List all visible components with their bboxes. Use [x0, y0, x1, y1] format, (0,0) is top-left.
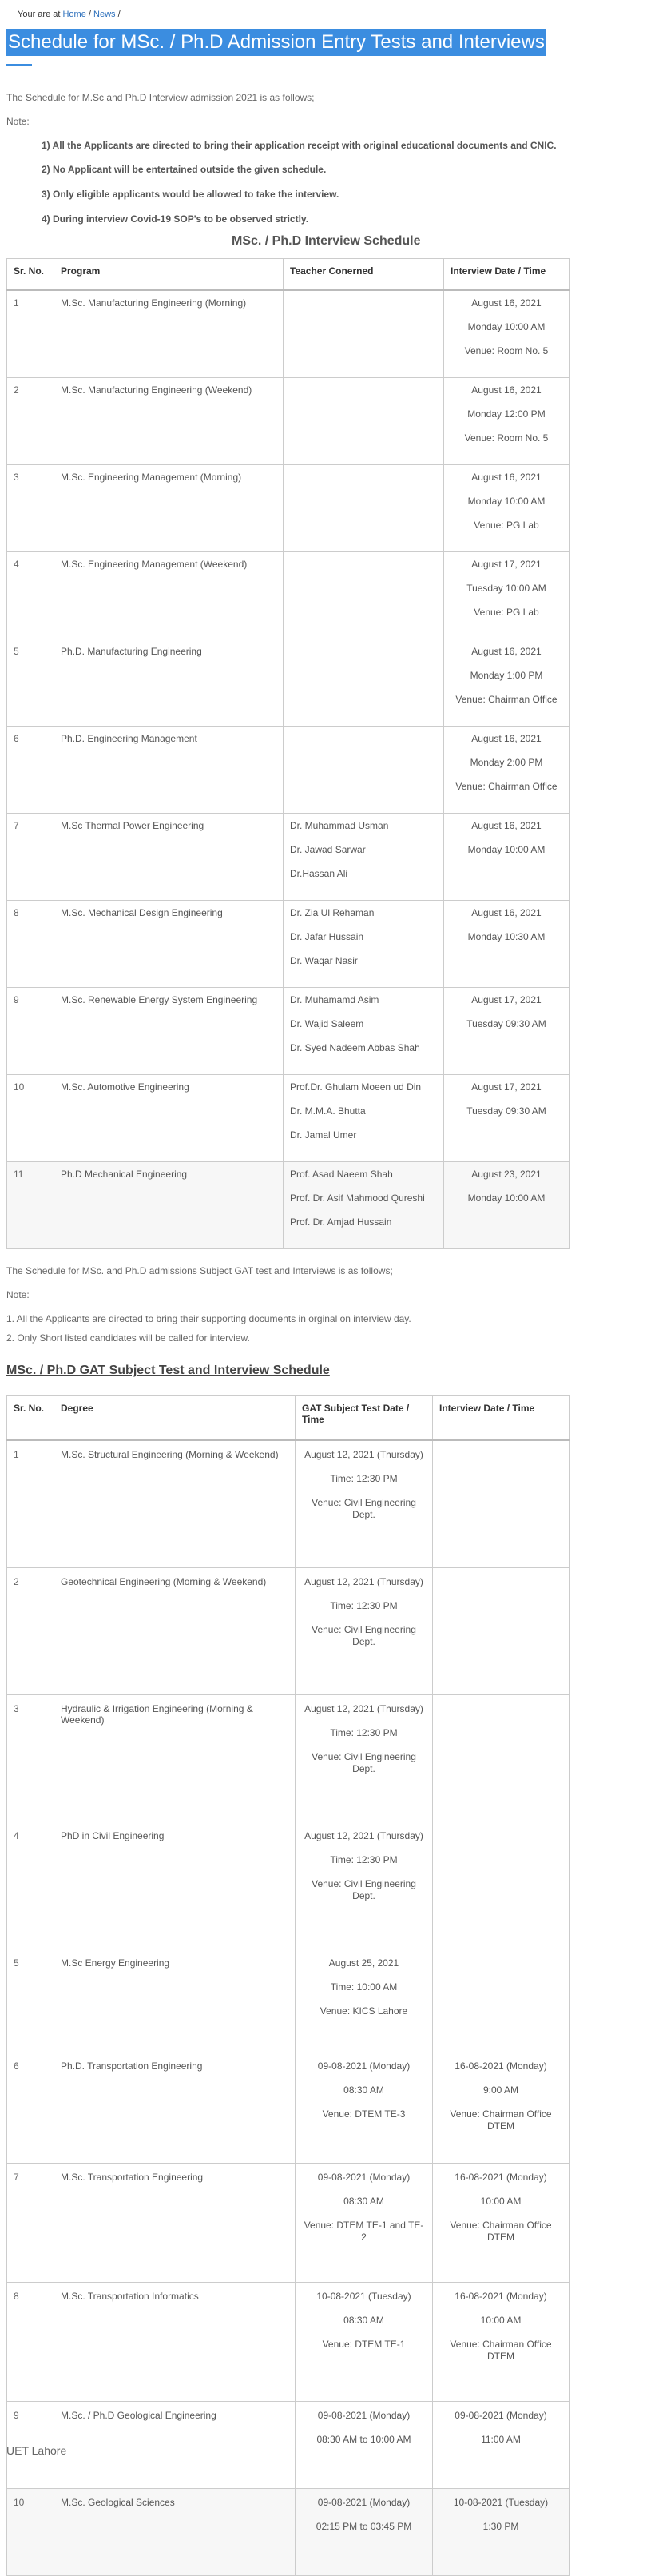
cell-line: 09-08-2021 (Monday): [317, 2172, 411, 2183]
cell-sr-no: 10: [7, 2489, 54, 2576]
breadcrumb: [18, 10, 121, 19]
cell-program: Ph.D. Engineering Management: [54, 727, 284, 814]
cell-line: Monday 10:00 AM: [467, 844, 546, 855]
cell-sr-no: 3: [7, 465, 54, 552]
cell-teachers: [284, 465, 444, 552]
cell-line: Monday 2:00 PM: [470, 757, 543, 768]
cell-line: 08:30 AM: [343, 2315, 384, 2326]
cell-program: M.Sc. Manufacturing Engineering (Morning): [54, 290, 284, 378]
cell-line: Venue: Chairman Office: [455, 694, 558, 705]
cell-program: M.Sc. Manufacturing Engineering (Weekend): [54, 378, 284, 465]
cell-line: Venue: DTEM TE-3: [322, 2108, 406, 2120]
cell-sr-no: 1: [7, 290, 54, 378]
note-label: Note:: [6, 116, 30, 127]
cell-line: August 12, 2021 (Thursday): [304, 1703, 423, 1714]
cell-line: 09-08-2021 (Monday): [455, 2410, 547, 2421]
plain-note-1: 1. All the Applicants are directed to bring their supporting documents in orginal on interview day.: [6, 1313, 411, 1324]
cell-sr-no: 5: [7, 639, 54, 727]
table-row: [7, 465, 570, 552]
cell-teachers: [284, 901, 444, 988]
breadcrumb-separator: /: [88, 10, 91, 19]
cell-line: Venue: Civil Engineering Dept.: [312, 1751, 416, 1774]
cell-degree: M.Sc. / Ph.D Geological Engineering: [54, 2402, 296, 2489]
cell-program: M.Sc. Engineering Management (Morning): [54, 465, 284, 552]
cell-interview-date: [433, 1695, 570, 1822]
cell-line: 10-08-2021 (Tuesday): [316, 2291, 411, 2302]
header-sr-no: Sr. No.: [7, 1396, 54, 1441]
cell-line: Dr. Jafar Hussain: [290, 931, 364, 942]
cell-line: Monday 10:30 AM: [467, 931, 546, 942]
cell-line: August 12, 2021 (Thursday): [304, 1449, 423, 1460]
cell-line: August 16, 2021: [471, 820, 542, 831]
table-row: [7, 814, 570, 901]
header-degree: Degree: [54, 1396, 296, 1441]
table-header-row: [7, 1396, 570, 1441]
cell-program: Ph.D. Manufacturing Engineering: [54, 639, 284, 727]
cell-sr-no: 4: [7, 552, 54, 639]
cell-line: Monday 10:00 AM: [467, 496, 546, 507]
cell-line: 10:00 AM: [480, 2315, 522, 2326]
cell-gat-date: [296, 2164, 433, 2283]
gat-schedule-table: [6, 1395, 570, 2576]
cell-line: Dr. Muhammad Usman: [290, 820, 389, 831]
cell-teachers: [284, 639, 444, 727]
cell-teachers: [284, 988, 444, 1075]
cell-line: 9:00 AM: [482, 2084, 519, 2096]
table-row: [7, 2052, 570, 2164]
cell-line: Dr. Jawad Sarwar: [290, 844, 366, 855]
cell-degree: Geotechnical Engineering (Morning & Weekend): [54, 1568, 296, 1695]
cell-interview-date: [433, 2283, 570, 2402]
cell-interview-date: [433, 2164, 570, 2283]
cell-line: Venue: DTEM TE-1: [322, 2339, 406, 2350]
cell-line: Dr. Jamal Umer: [290, 1129, 357, 1141]
cell-line: 08:30 AM: [343, 2196, 384, 2207]
header-program: Program: [54, 259, 284, 291]
cell-sr-no: 3: [7, 1695, 54, 1822]
bold-note-3: 3) Only eligible applicants would be allowed to take the interview.: [42, 189, 339, 200]
table-row: [7, 1075, 570, 1162]
cell-line: August 17, 2021: [471, 994, 542, 1005]
header-interview-date: Interview Date / Time: [433, 1396, 570, 1441]
cell-degree: M.Sc. Structural Engineering (Morning & Weekend): [54, 1440, 296, 1568]
cell-interview-date: [444, 552, 570, 639]
cell-teachers: [284, 727, 444, 814]
cell-sr-no: 8: [7, 2283, 54, 2402]
table-row: [7, 1440, 570, 1568]
cell-line: August 17, 2021: [471, 559, 542, 570]
cell-line: August 12, 2021 (Thursday): [304, 1576, 423, 1587]
cell-sr-no: 8: [7, 901, 54, 988]
cell-interview-date: [433, 2489, 570, 2576]
cell-interview-date: [433, 1949, 570, 2052]
cell-degree: M.Sc. Geological Sciences: [54, 2489, 296, 2576]
cell-interview-date: [444, 814, 570, 901]
gat-schedule-heading: MSc. / Ph.D GAT Subject Test and Interview Schedule: [6, 1364, 330, 1377]
cell-interview-date: [444, 1162, 570, 1249]
cell-line: Prof.Dr. Ghulam Moeen ud Din: [290, 1081, 422, 1093]
cell-line: 09-08-2021 (Monday): [317, 2060, 411, 2072]
cell-line: Venue: Chairman Office: [455, 781, 558, 792]
cell-teachers: [284, 814, 444, 901]
cell-line: 16-08-2021 (Monday): [455, 2172, 547, 2183]
cell-program: M.Sc. Mechanical Design Engineering: [54, 901, 284, 988]
cell-sr-no: 11: [7, 1162, 54, 1249]
interview-schedule-heading: MSc. / Ph.D Interview Schedule: [232, 234, 421, 248]
cell-line: August 23, 2021: [471, 1169, 542, 1180]
cell-interview-date: [433, 1440, 570, 1568]
cell-line: August 17, 2021: [471, 1081, 542, 1093]
cell-line: August 25, 2021: [328, 1957, 399, 1969]
cell-line: Venue: PG Lab: [474, 607, 539, 618]
intro-text: The Schedule for M.Sc and Ph.D Interview admission 2021 is as follows;: [6, 92, 315, 103]
cell-interview-date: [433, 2052, 570, 2164]
cell-gat-date: [296, 1949, 433, 2052]
cell-degree: M.Sc. Transportation Informatics: [54, 2283, 296, 2402]
header-sr-no: Sr. No.: [7, 259, 54, 291]
table-row: [7, 727, 570, 814]
plain-note-2: 2. Only Short listed candidates will be called for interview.: [6, 1332, 250, 1344]
table-header-row: [7, 259, 570, 291]
page-title: Schedule for MSc. / Ph.D Admission Entry Tests and Interviews: [6, 29, 546, 56]
table-row: [7, 2402, 570, 2489]
cell-line: 16-08-2021 (Monday): [455, 2291, 547, 2302]
cell-gat-date: [296, 2283, 433, 2402]
cell-line: Monday 10:00 AM: [467, 1192, 546, 1204]
cell-degree: M.Sc. Transportation Engineering: [54, 2164, 296, 2283]
cell-line: Venue: PG Lab: [474, 520, 539, 531]
cell-interview-date: [444, 901, 570, 988]
cell-sr-no: 6: [7, 2052, 54, 2164]
cell-line: Venue: Chairman Office DTEM: [450, 2339, 552, 2362]
cell-line: Venue: Civil Engineering Dept.: [312, 1878, 416, 1901]
cell-gat-date: [296, 2402, 433, 2489]
table-row: [7, 1162, 570, 1249]
intro-text-2: The Schedule for MSc. and Ph.D admissions Subject GAT test and Interviews is as follows;: [6, 1265, 393, 1276]
cell-line: Venue: Chairman Office DTEM: [450, 2108, 552, 2132]
cell-gat-date: [296, 1440, 433, 1568]
cell-interview-date: [444, 378, 570, 465]
cell-program: M.Sc. Automotive Engineering: [54, 1075, 284, 1162]
cell-sr-no: 5: [7, 1949, 54, 2052]
table-row: [7, 1822, 570, 1949]
cell-line: August 12, 2021 (Thursday): [304, 1830, 423, 1841]
header-interview-date: Interview Date / Time: [444, 259, 570, 291]
breadcrumb-prefix: Your are at: [18, 10, 61, 19]
cell-line: 08:30 AM to 10:00 AM: [316, 2434, 411, 2445]
cell-line: Venue: Civil Engineering Dept.: [312, 1624, 416, 1647]
bold-note-2: 2) No Applicant will be entertained outside the given schedule.: [42, 164, 327, 175]
cell-line: Venue: Room No. 5: [464, 345, 549, 356]
cell-line: 02:15 PM to 03:45 PM: [316, 2521, 412, 2532]
cell-line: Venue: Room No. 5: [464, 432, 549, 444]
cell-line: Time: 12:30 PM: [330, 1473, 398, 1484]
cell-sr-no: 7: [7, 814, 54, 901]
table-row: [7, 552, 570, 639]
cell-line: Dr. Zia Ul Rehaman: [290, 907, 375, 918]
cell-line: Monday 10:00 AM: [467, 321, 546, 332]
cell-line: August 16, 2021: [471, 646, 542, 657]
table-row: [7, 639, 570, 727]
cell-sr-no: 4: [7, 1822, 54, 1949]
table-row: [7, 1568, 570, 1695]
table-row: [7, 2164, 570, 2283]
cell-gat-date: [296, 1568, 433, 1695]
cell-line: Dr. Wajid Saleem: [290, 1018, 364, 1029]
cell-line: Dr. Muhamamd Asim: [290, 994, 379, 1005]
footer-text: UET Lahore: [6, 2444, 67, 2457]
cell-line: August 16, 2021: [471, 472, 542, 483]
cell-program: M.Sc. Engineering Management (Weekend): [54, 552, 284, 639]
table-row: [7, 1949, 570, 2052]
cell-line: Venue: DTEM TE-1 and TE-2: [304, 2220, 424, 2243]
cell-sr-no: 2: [7, 1568, 54, 1695]
cell-degree: Ph.D. Transportation Engineering: [54, 2052, 296, 2164]
table-row: [7, 2283, 570, 2402]
cell-gat-date: [296, 2052, 433, 2164]
cell-program: M.Sc. Renewable Energy System Engineering: [54, 988, 284, 1075]
cell-teachers: [284, 1162, 444, 1249]
cell-interview-date: [433, 1568, 570, 1695]
cell-line: 09-08-2021 (Monday): [317, 2410, 411, 2421]
cell-teachers: [284, 290, 444, 378]
cell-teachers: [284, 552, 444, 639]
cell-interview-date: [444, 290, 570, 378]
cell-interview-date: [444, 1075, 570, 1162]
cell-line: August 16, 2021: [471, 733, 542, 744]
cell-teachers: [284, 378, 444, 465]
table-row: [7, 901, 570, 988]
cell-interview-date: [444, 465, 570, 552]
cell-degree: M.Sc Energy Engineering: [54, 1949, 296, 2052]
cell-interview-date: [433, 1822, 570, 1949]
cell-line: Monday 12:00 PM: [467, 408, 546, 420]
cell-sr-no: 9: [7, 988, 54, 1075]
header-gat-date: GAT Subject Test Date / Time: [296, 1396, 433, 1441]
cell-sr-no: 9: [7, 2402, 54, 2489]
table-row: [7, 1695, 570, 1822]
cell-sr-no: 6: [7, 727, 54, 814]
cell-gat-date: [296, 1822, 433, 1949]
cell-line: Tuesday 10:00 AM: [466, 583, 546, 594]
cell-teachers: [284, 1075, 444, 1162]
cell-line: Prof. Asad Naeem Shah: [290, 1169, 393, 1180]
breadcrumb-home-link[interactable]: Home: [62, 10, 86, 19]
cell-program: Ph.D Mechanical Engineering: [54, 1162, 284, 1249]
cell-line: 10-08-2021 (Tuesday): [453, 2497, 549, 2508]
cell-line: Time: 10:00 AM: [330, 1981, 398, 1993]
cell-line: 08:30 AM: [343, 2084, 384, 2096]
cell-interview-date: [433, 2402, 570, 2489]
cell-line: Venue: Civil Engineering Dept.: [312, 1497, 416, 1520]
cell-line: 1:30 PM: [482, 2521, 519, 2532]
table-row: [7, 290, 570, 378]
breadcrumb-trail: /: [117, 10, 121, 19]
cell-line: Venue: Chairman Office DTEM: [450, 2220, 552, 2243]
cell-line: 09-08-2021 (Monday): [317, 2497, 411, 2508]
cell-sr-no: 10: [7, 1075, 54, 1162]
table-row: [7, 378, 570, 465]
cell-degree: Hydraulic & Irrigation Engineering (Morning & Weekend): [54, 1695, 296, 1822]
cell-sr-no: 1: [7, 1440, 54, 1568]
note-label-2: Note:: [6, 1289, 30, 1300]
cell-line: 10:00 AM: [480, 2196, 522, 2207]
title-underline: [6, 64, 32, 66]
cell-line: August 16, 2021: [471, 297, 542, 309]
cell-program: M.Sc Thermal Power Engineering: [54, 814, 284, 901]
cell-degree: PhD in Civil Engineering: [54, 1822, 296, 1949]
cell-line: Time: 12:30 PM: [330, 1600, 398, 1611]
cell-line: Dr. M.M.A. Bhutta: [290, 1105, 366, 1117]
cell-line: Tuesday 09:30 AM: [466, 1018, 546, 1029]
cell-sr-no: 2: [7, 378, 54, 465]
cell-gat-date: [296, 1695, 433, 1822]
cell-line: Dr. Syed Nadeem Abbas Shah: [290, 1042, 420, 1053]
cell-line: Dr.Hassan Ali: [290, 868, 348, 879]
breadcrumb-news-link[interactable]: News: [93, 10, 116, 19]
bold-note-4: 4) During interview Covid-19 SOP's to be observed strictly.: [42, 213, 309, 225]
cell-line: Prof. Dr. Asif Mahmood Qureshi: [290, 1192, 425, 1204]
cell-line: Prof. Dr. Amjad Hussain: [290, 1216, 392, 1228]
cell-line: 16-08-2021 (Monday): [455, 2060, 547, 2072]
cell-line: Monday 1:00 PM: [470, 670, 543, 681]
header-teacher: Teacher Conerned: [284, 259, 444, 291]
table-row: [7, 2489, 570, 2576]
cell-interview-date: [444, 988, 570, 1075]
cell-line: Venue: KICS Lahore: [320, 2005, 408, 2017]
cell-interview-date: [444, 727, 570, 814]
cell-line: Time: 12:30 PM: [330, 1854, 398, 1865]
cell-line: August 16, 2021: [471, 384, 542, 396]
cell-line: Dr. Waqar Nasir: [290, 955, 358, 966]
table-row: [7, 988, 570, 1075]
cell-gat-date: [296, 2489, 433, 2576]
cell-line: Tuesday 09:30 AM: [466, 1105, 546, 1117]
cell-interview-date: [444, 639, 570, 727]
cell-sr-no: 7: [7, 2164, 54, 2283]
cell-line: 11:00 AM: [481, 2434, 521, 2445]
bold-note-1: 1) All the Applicants are directed to bring their application receipt with original educational documents and CNIC.: [42, 140, 557, 151]
cell-line: Time: 12:30 PM: [330, 1727, 398, 1738]
cell-line: August 16, 2021: [471, 907, 542, 918]
interview-schedule-table: [6, 258, 570, 1249]
